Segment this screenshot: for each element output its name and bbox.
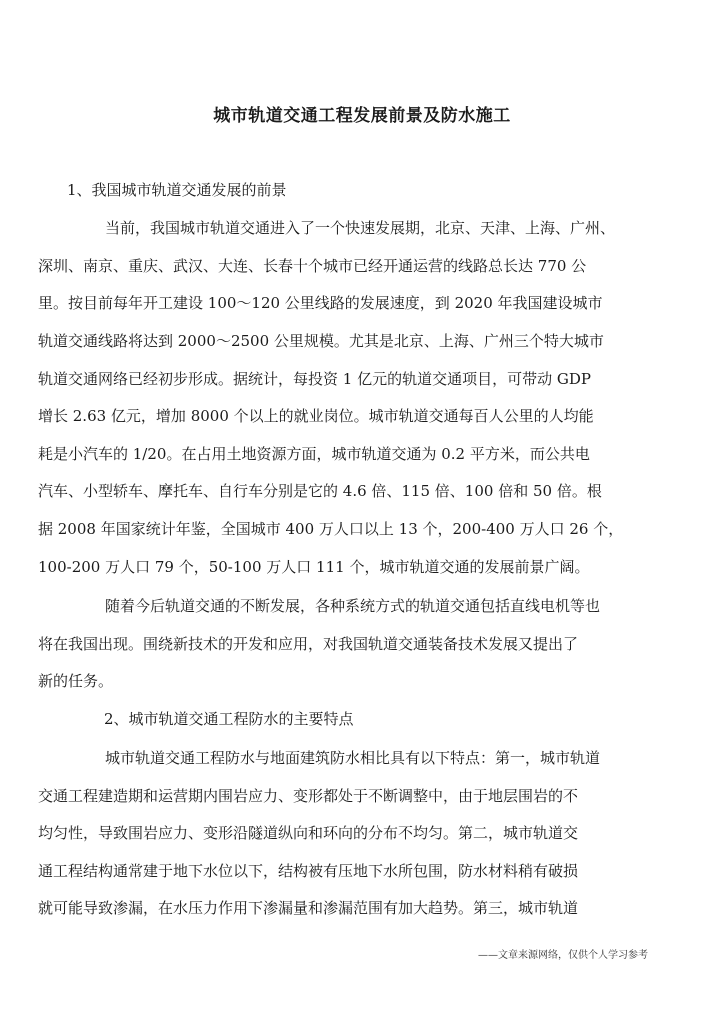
paragraph-line: 新的任务。 — [38, 672, 114, 690]
paragraph-line: 交通工程建造期和运营期内围岩应力、变形都处于不断调整中，由于地层围岩的不 — [38, 787, 579, 805]
paragraph-line: 100-200 万人口 79 个，50-100 万人口 111 个，城市轨道交通的发展前景广阔。 — [38, 558, 590, 576]
paragraph-line: 增长 2.63 亿元，增加 8000 个以上的就业岗位。城市轨道交通每百人公里的人均能 — [38, 407, 594, 425]
paragraph-line: 据 2008 年国家统计年鉴，全国城市 400 万人口以上 13 个，200-400 万人口 26 个， — [38, 520, 624, 538]
paragraph-line: 就可能导致渗漏，在水压力作用下渗漏量和渗漏范围有加大趋势。第三，城市轨道 — [38, 899, 579, 917]
paragraph-line: 耗是小汽车的 1/20。在占用土地资源方面，城市轨道交通为 0.2 平方米，而公共电 — [38, 445, 590, 463]
section-2-heading: 2、城市轨道交通工程防水的主要特点 — [104, 710, 354, 728]
footer-note: ——文章来源网络，仅供个人学习参考 — [478, 950, 648, 961]
paragraph-line: 里。按目前每年开工建设 100～120 公里线路的发展速度，到 2020 年我国建设城市 — [38, 294, 603, 312]
section-1-heading: 1、我国城市轨道交通发展的前景 — [67, 181, 287, 199]
paragraph-line: 汽车、小型轿车、摩托车、自行车分别是它的 4.6 倍、115 倍、100 倍和 50 倍。根 — [38, 482, 602, 500]
paragraph-line: 轨道交通线路将达到 2000～2500 公里规模。尤其是北京、上海、广州三个特大城市 — [38, 332, 604, 350]
paragraph-line: 轨道交通网络已经初步形成。据统计，每投资 1 亿元的轨道交通项目，可带动 GDP — [38, 370, 591, 388]
paragraph-line: 通工程结构通常建于地下水位以下，结构被有压地下水所包围，防水材料稍有破损 — [38, 862, 579, 880]
paragraph-line: 均匀性，导致围岩应力、变形沿隧道纵向和环向的分布不均匀。第二，城市轨道交 — [38, 824, 579, 842]
paragraph-line: 将在我国出现。围绕新技术的开发和应用，对我国轨道交通装备技术发展又提出了 — [38, 635, 579, 653]
paragraph-line: 城市轨道交通工程防水与地面建筑防水相比具有以下特点：第一，城市轨道 — [105, 749, 601, 767]
paragraph-line: 深圳、南京、重庆、武汉、大连、长春十个城市已经开通运营的线路总长达 770 公 — [38, 257, 587, 275]
paragraph-line: 当前，我国城市轨道交通进入了一个快速发展期，北京、天津、上海、广州、 — [105, 219, 616, 237]
document-title: 城市轨道交通工程发展前景及防水施工 — [213, 106, 511, 126]
paragraph-line: 随着今后轨道交通的不断发展，各种系统方式的轨道交通包括直线电机等也 — [105, 597, 601, 615]
